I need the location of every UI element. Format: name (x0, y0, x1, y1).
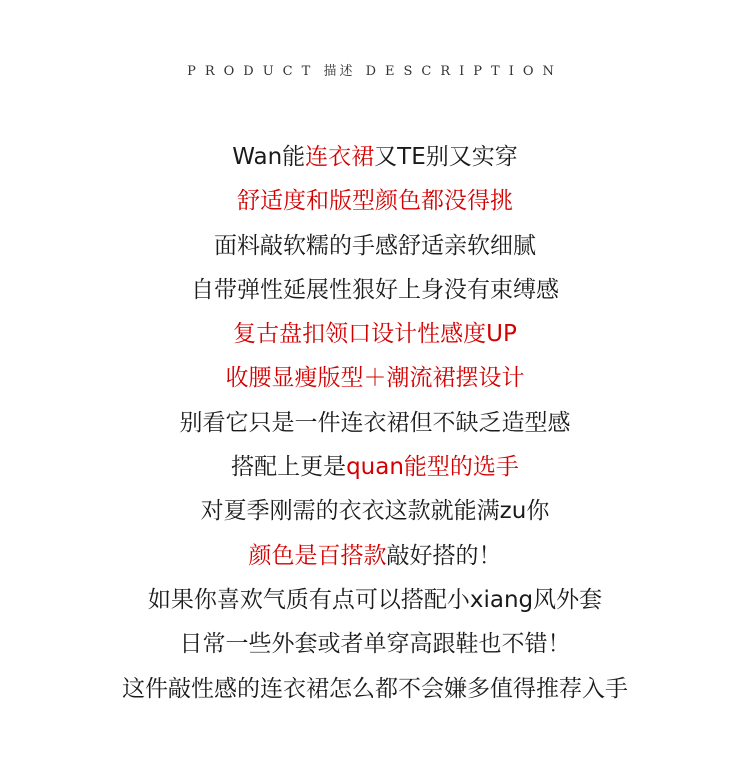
body-text: 搭配上更是 (231, 454, 347, 481)
description-line (0, 229, 750, 273)
header-product-text: PRODUCT (187, 64, 320, 79)
description-line (0, 672, 750, 716)
description-line (0, 273, 750, 317)
description-line (0, 539, 750, 583)
highlight-text: quan能型的选手 (346, 454, 519, 481)
description-line (0, 583, 750, 627)
body-text: 日常一些外套或者单穿高跟鞋也不错！ (179, 631, 571, 658)
body-text: 自带弹性延展性狠好上身没有束缚感 (191, 276, 559, 303)
description-lines (0, 140, 750, 716)
body-text: 敲好搭的！ (386, 542, 502, 569)
header-description-cn: 描述 (323, 64, 356, 79)
description-line (0, 361, 750, 405)
highlight-text: 收腰显瘦版型＋潮流裙摆设计 (225, 365, 525, 392)
description-line (0, 140, 750, 184)
section-header (0, 60, 750, 79)
highlight-text: 连衣裙 (305, 144, 375, 170)
header-description-text: DESCRIPTION (365, 64, 563, 79)
description-line (0, 627, 750, 671)
body-text: 别看它只是一件连衣裙但不缺乏造型感 (179, 409, 571, 436)
body-text: 面料敲软糯的手感舒适亲软细腻 (214, 232, 536, 259)
body-text: Wan能 (232, 144, 306, 170)
body-text: 这件敲性感的连衣裙怎么都不会嫌多值得推荐入手 (122, 675, 628, 702)
body-text: 对夏季刚需的衣衣这款就能满zu你 (200, 498, 550, 525)
highlight-text: 复古盘扣领口设计性感度UP (233, 321, 517, 348)
body-text: 如果你喜欢气质有点可以搭配小xiang风外套 (147, 586, 603, 613)
description-line (0, 450, 750, 494)
description-line (0, 406, 750, 450)
highlight-text: 舒适度和版型颜色都没得挑 (237, 188, 513, 215)
highlight-text: 颜色是百搭款 (248, 542, 387, 569)
description-line (0, 184, 750, 228)
description-line (0, 317, 750, 361)
description-line (0, 494, 750, 538)
body-text: 又TE别又实穿 (374, 144, 518, 170)
